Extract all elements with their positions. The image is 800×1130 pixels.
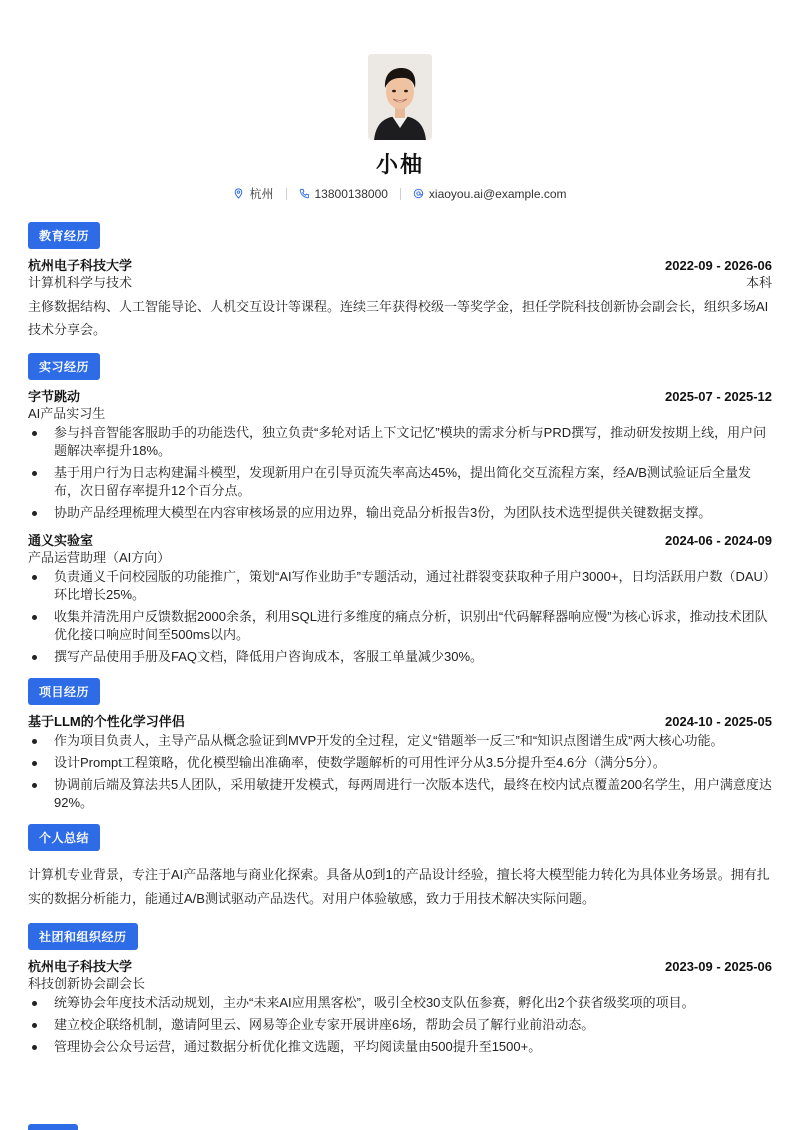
internship-bullets (28, 568, 772, 666)
section-projects (28, 678, 772, 812)
contact-divider (400, 188, 401, 200)
internship-date: 2024-06 - 2024-09 (665, 533, 772, 548)
club-bullets (28, 994, 772, 1056)
education-date: 2022-09 - 2026-06 (665, 258, 772, 273)
email-icon (413, 188, 424, 199)
section-education (28, 222, 772, 341)
internship-role: AI产品实习生 (28, 406, 106, 421)
project-heading-row (28, 713, 772, 730)
project-name: 基于LLM的个性化学习伴侣 (28, 714, 185, 729)
contact-email-text: xiaoyou.ai@example.com (428, 186, 567, 201)
candidate-name: 小柚 (375, 152, 424, 177)
contact-line (28, 185, 772, 202)
list-item: 管理协会公众号运营，通过数据分析优化推文选题，平均阅读量由500提升至1500+。 (28, 1038, 772, 1056)
internship-date: 2025-07 - 2025-12 (665, 389, 772, 404)
section-summary (28, 824, 772, 911)
company-name: 字节跳动 (28, 389, 81, 404)
portrait-image (368, 54, 432, 140)
section-title-projects: 项目经历 (28, 678, 100, 705)
section-title-internships: 实习经历 (28, 353, 100, 380)
contact-divider (286, 188, 287, 200)
company-name: 通义实验室 (28, 533, 94, 548)
section-title-summary: 个人总结 (28, 824, 100, 851)
degree: 本科 (745, 275, 772, 290)
contact-location (233, 185, 273, 202)
education-subrow (28, 274, 772, 291)
phone-icon (299, 188, 310, 199)
next-section-tag-edge (28, 1124, 78, 1130)
internship-entry (28, 388, 772, 522)
section-title-clubs: 社团和组织经历 (28, 923, 138, 950)
club-org-name: 杭州电子科技大学 (28, 959, 133, 974)
contact-location-text: 杭州 (249, 187, 274, 201)
education-entry (28, 257, 772, 341)
internship-entry (28, 532, 772, 666)
club-heading-row (28, 958, 772, 975)
internship-bullets (28, 424, 772, 522)
list-item: 统筹协会年度技术活动规划，主办“未来AI应用黑客松”，吸引全校30支队伍参赛，孵化出2个获省级奖项的项目。 (28, 994, 772, 1012)
list-item: 协调前后端及算法共5人团队，采用敏捷开发模式，每两周进行一次版本迭代，最终在校内试点覆盖200名学生，用户满意度达92%。 (28, 776, 772, 812)
club-role: 科技创新协会副会长 (28, 976, 146, 991)
internship-heading-row (28, 532, 772, 549)
resume-header (28, 0, 772, 202)
list-item: 负责通义千问校园版的功能推广，策划“AI写作业助手”专题活动，通过社群裂变获取种子用户3000+，日均活跃用户数（DAU）环比增长25%。 (28, 568, 772, 604)
list-item: 建立校企联络机制，邀请阿里云、网易等企业专家开展讲座6场，帮助会员了解行业前沿动态。 (28, 1016, 772, 1034)
project-bullets (28, 732, 772, 812)
section-title-education: 教育经历 (28, 222, 100, 249)
summary-text: 计算机专业背景，专注于AI产品落地与商业化探索。具备从0到1的产品设计经验，擅长将大模型能力转化为具体业务场景。拥有扎实的数据分析能力，能通过A/B测试驱动产品迭代。对用户体验敏感，致力于用技术解决实际问题。 (28, 867, 770, 906)
list-item: 协助产品经理梳理大模型在内容审核场景的应用边界，输出竞品分析报告3份，为团队技术选型提供关键数据支撑。 (28, 504, 772, 522)
profile-photo (368, 54, 432, 140)
contact-phone (299, 187, 388, 201)
school-name: 杭州电子科技大学 (28, 258, 133, 273)
internship-role: 产品运营助理（AI方向） (28, 550, 171, 565)
project-entry (28, 713, 772, 812)
major: 计算机科学与技术 (28, 275, 133, 290)
list-item: 参与抖音智能客服助手的功能迭代，独立负责“多轮对话上下文记忆”模块的需求分析与PRD撰写，推动研发按期上线，用户问题解决率提升18%。 (28, 424, 772, 460)
list-item: 设计Prompt工程策略，优化模型输出准确率，使数学题解析的可用性评分从3.5分提升至4.6分（满分5分）。 (28, 754, 772, 772)
education-description: 主修数据结构、人工智能导论、人机交互设计等课程。连续三年获得校级一等奖学金，担任学院科技创新协会副会长，组织多场AI技术分享会。 (28, 299, 769, 337)
section-clubs (28, 923, 772, 1056)
internship-heading-row (28, 388, 772, 405)
club-date: 2023-09 - 2025-06 (665, 959, 772, 974)
project-date: 2024-10 - 2025-05 (665, 714, 772, 729)
list-item: 撰写产品使用手册及FAQ文档，降低用户咨询成本，客服工单量减少30%。 (28, 648, 772, 666)
contact-email (413, 187, 567, 201)
club-entry (28, 958, 772, 1056)
location-icon (233, 188, 244, 199)
list-item: 作为项目负责人，主导产品从概念验证到MVP开发的全过程，定义“错题举一反三”和“知识点图谱生成”两大核心功能。 (28, 732, 772, 750)
education-heading-row (28, 257, 772, 274)
list-item: 基于用户行为日志构建漏斗模型，发现新用户在引导页流失率高达45%，提出简化交互流程方案，经A/B测试验证后全量发布，次日留存率提升12个百分点。 (28, 464, 772, 500)
contact-phone-text: 13800138000 (314, 186, 388, 201)
section-internships (28, 353, 772, 666)
list-item: 收集并清洗用户反馈数据2000余条，利用SQL进行多维度的痛点分析，识别出“代码解释器响应慢”为核心诉求，推动技术团队优化接口响应时间至500ms以内。 (28, 608, 772, 644)
